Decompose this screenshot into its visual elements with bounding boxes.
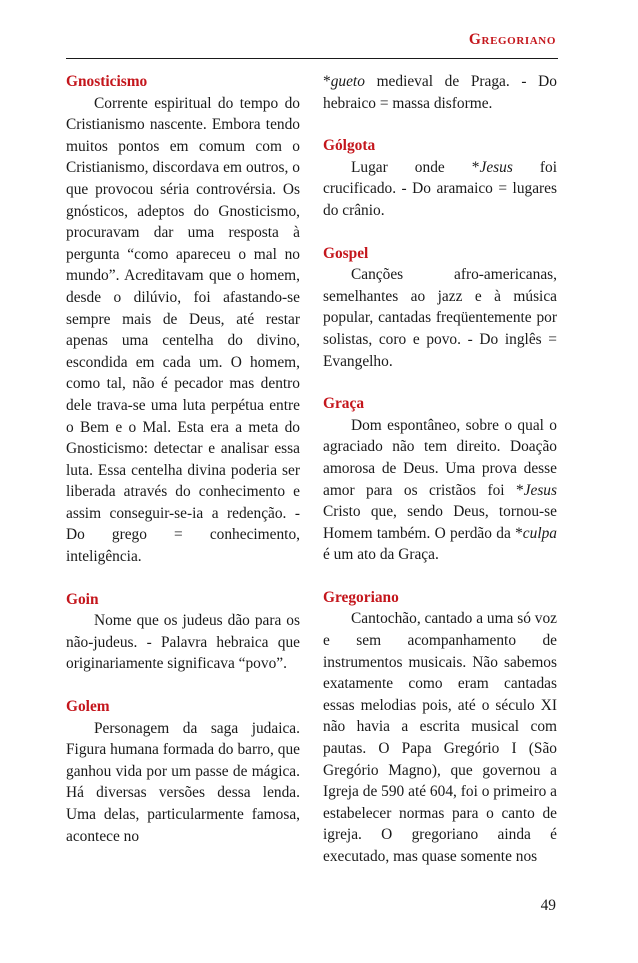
entry-gospel: [323, 243, 557, 373]
entry-golem: [66, 696, 300, 847]
cross-reference-term: gueto: [330, 73, 365, 90]
entry-term: Gnosticismo: [66, 73, 148, 90]
cross-reference-term: Jesus: [479, 158, 513, 176]
left-column: [66, 71, 300, 868]
entry-definition: [323, 415, 557, 566]
right-column: [323, 71, 557, 889]
entry-definition: Nome que os judeus dão para os não-judeus. - Palavra hebraica que originariamente significava “povo”.: [66, 612, 300, 673]
definition-text: foi crucificado. - Do aramaico = lugares do crânio.: [323, 158, 557, 219]
entry-term: Gregoriano: [323, 588, 399, 606]
definition-text: Lugar onde *: [351, 158, 480, 176]
entry-definition-continued: [323, 71, 557, 114]
entry-definition: Personagem da saga judaica. Figura humana formada do barro, que ganhou vida por um passe de mágica. Há diversas versões dessa lenda. Uma delas, particularmente famosa, acontece no: [66, 719, 300, 845]
definition-text: medieval de Praga. - Do hebraico = massa disforme.: [323, 73, 557, 112]
cross-reference-term: Jesus: [523, 481, 557, 499]
entry-definition: Corrente espiritual do tempo do Cristianismo nascente. Embora tendo muitos pontos em comum com o Cristianismo, discordava em outros, o que provocou séria controvérsia. Os gnósticos, adeptos do Gnosticismo, procuravam dar uma resposta à pergunta “como apareceu o mal no mundo”. Acreditavam que o homem, desde o dilúvio, foi afastando-se sempre mais de Deus, até restar apenas uma centelha do divino, escondida em cada um. O homem, como tal, não é pecador mas dentro dele trava-se uma luta perpétua entre o Bem e o Mal. Esta era a meta do Gnosticismo: detectar e analisar essa luta. Essa centelha divina poderia ser liberada através do conhecimento e assim conseguir-se-ia a redenção. - Do grego = conhecimento, inteligência.: [66, 94, 300, 566]
entry-term: Goin: [66, 590, 99, 608]
definition-text: Dom espontâneo, sobre o qual o agraciado não tem direito. Doação amorosa de Deus. Uma prova desse amor para os cristãos foi *: [323, 416, 557, 499]
entry-graca: [323, 393, 557, 566]
header-rule: [66, 58, 558, 59]
entry-term: Golem: [66, 698, 110, 716]
cross-reference-marker: *: [323, 73, 331, 90]
entry-term: Gospel: [323, 244, 369, 262]
entry-definition: Canções afro-americanas, semelhantes ao jazz e à música popular, cantadas freqüentemente por solistas, coro e povo. - Do inglês = Evangelho.: [323, 266, 557, 370]
entry-definition: Cantochão, cantado a uma só voz e sem acompanhamento de instrumentos musicais. Não sabemos exatamente como eram cantadas essas melodias pois, até o século XI não havia a escrita musical com pautas. O Papa Gregório I (São Gregório Magno), que governou a Igreja de 590 até 604, foi o primeiro a estabelecer normas para o canto de igreja. O gregoriano ainda é executado, mas quase somente nos: [323, 610, 557, 865]
entry-goin: [66, 589, 300, 675]
definition-text: é um ato da Graça.: [323, 546, 439, 564]
entry-term: Gólgota: [323, 137, 376, 155]
entry-definition: [323, 157, 557, 222]
entry-golem-continuation: [323, 71, 557, 114]
entry-gnosticismo: [66, 71, 300, 568]
page-number: 49: [540, 897, 556, 914]
cross-reference-term: culpa: [522, 524, 557, 542]
entry-term: Graça: [323, 395, 365, 413]
definition-text: Cristo que, sendo Deus, tornou-se Homem também. O perdão da *: [323, 503, 557, 542]
running-header-title: Gregoriano: [468, 31, 556, 48]
entry-gregoriano: [323, 587, 557, 868]
entry-golgota: [323, 135, 557, 221]
